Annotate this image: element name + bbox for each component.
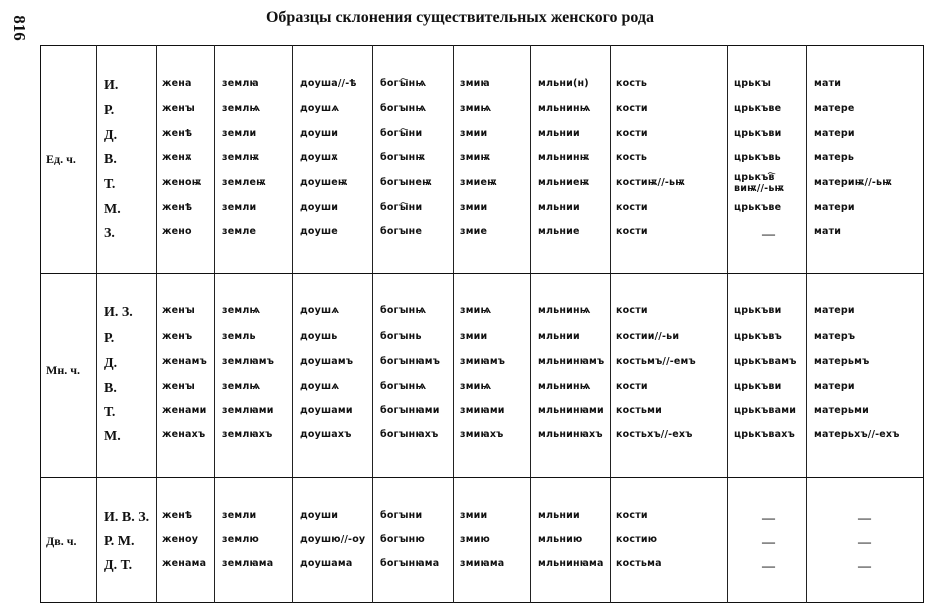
declension-form: доушами — [300, 405, 353, 416]
declension-form: земли — [222, 128, 257, 139]
declension-form: кость — [616, 78, 648, 89]
case-label: Р. — [104, 331, 115, 346]
declension-form: доушѧ — [300, 103, 340, 114]
declension-form: мльнинꙗми — [538, 405, 604, 416]
case-label: В. — [104, 152, 117, 167]
declension-form: женоѭ — [162, 177, 202, 188]
declension-form: богꙑнꙗмъ — [380, 356, 441, 367]
declension-form: костьми — [616, 405, 662, 416]
declension-form: женахъ — [162, 429, 206, 440]
declension-form: доуши — [300, 128, 339, 139]
declension-form: землѩ — [222, 103, 261, 114]
declension-form: земли — [222, 510, 257, 521]
declension-form: женоу — [162, 534, 199, 545]
declension-form: кости — [616, 128, 648, 139]
declension-form: матери — [814, 305, 855, 316]
declension-form: доушю//-оу — [300, 534, 366, 545]
declension-form: црькъвами — [734, 405, 797, 416]
declension-form: богꙑнꙗма — [380, 558, 440, 569]
declension-form: материѭ//-ьѭ — [814, 177, 893, 188]
declension-form: женѣ — [162, 128, 193, 139]
declension-form: мльнию — [538, 534, 583, 545]
declension-form: женама — [162, 558, 207, 569]
declension-form: мати — [814, 78, 842, 89]
empty-cell-dash: — — [762, 534, 775, 549]
declension-form: костьхъ//-ехъ — [616, 429, 693, 440]
declension-form: мльнинѩ — [538, 103, 591, 114]
declension-form: доуши — [300, 510, 339, 521]
declension-form: богꙑню — [380, 534, 425, 545]
declension-form: мльниеѭ — [538, 177, 590, 188]
declension-form: землѩ — [222, 305, 261, 316]
declension-form: богꙑне — [380, 226, 423, 237]
case-label: Д. — [104, 128, 118, 143]
column-divider — [96, 45, 97, 603]
declension-form: женꙑ — [162, 103, 196, 114]
declension-form: змиѩ — [460, 103, 492, 114]
declension-form: богꙑнѩ — [380, 381, 427, 392]
declension-form: змиꙗми — [460, 405, 505, 416]
declension-form: богꙑнь — [380, 331, 422, 342]
declension-form: виѭ//-ьѭ — [734, 183, 785, 194]
declension-form: богꙑнѩ — [380, 103, 427, 114]
declension-form: змиꙗхъ — [460, 429, 504, 440]
declension-form: землѩ — [222, 381, 261, 392]
declension-form: богꙑнеѭ — [380, 177, 432, 188]
declension-form: змиѩ — [460, 381, 492, 392]
section-divider — [40, 273, 924, 274]
declension-form: мльнинꙗмъ — [538, 356, 605, 367]
case-label: М. — [104, 202, 121, 217]
declension-form: землꙗмъ — [222, 356, 275, 367]
declension-form: кости — [616, 103, 648, 114]
declension-form: матерь — [814, 152, 855, 163]
empty-cell-dash: — — [762, 510, 775, 525]
declension-form: костьма — [616, 558, 662, 569]
declension-form: мльнии — [538, 510, 580, 521]
declension-form: змии — [460, 128, 488, 139]
declension-form: землеѭ — [222, 177, 266, 188]
declension-form: богꙑни — [380, 510, 423, 521]
column-divider — [453, 45, 454, 603]
declension-form: мльнинѩ — [538, 381, 591, 392]
declension-form: матерьмъ — [814, 356, 870, 367]
section-divider — [40, 477, 924, 478]
declension-form: доушѧ — [300, 381, 340, 392]
declension-form: матерьми — [814, 405, 869, 416]
declension-form: женѣ — [162, 202, 193, 213]
number-label: Ед. ч. — [46, 152, 76, 166]
declension-form: мати — [814, 226, 842, 237]
declension-form: мльнинѩ — [538, 305, 591, 316]
declension-form: богꙑ҇ни — [380, 202, 423, 213]
declension-form: црькъвамъ — [734, 356, 797, 367]
declension-form: змию — [460, 534, 490, 545]
declension-form: црькъвахъ — [734, 429, 795, 440]
declension-form: црькъви — [734, 305, 782, 316]
declension-form: мльнинꙗхъ — [538, 429, 603, 440]
declension-form: землꙗ — [222, 78, 259, 89]
declension-form: змиѭ — [460, 152, 491, 163]
column-divider — [530, 45, 531, 603]
declension-form: мльнии — [538, 331, 580, 342]
declension-form: црькъвь — [734, 152, 781, 163]
declension-form: змии — [460, 510, 488, 521]
declension-form: доуши — [300, 202, 339, 213]
case-label: Т. — [104, 405, 116, 420]
declension-form: костию — [616, 534, 658, 545]
declension-form: змии — [460, 331, 488, 342]
declension-form: црькъве — [734, 202, 782, 213]
declension-form: землꙗми — [222, 405, 274, 416]
declension-form: црькъвъ — [734, 331, 782, 342]
declension-form: доушѫ — [300, 152, 339, 163]
declension-form: црькъви — [734, 128, 782, 139]
declension-form: змиѩ — [460, 305, 492, 316]
case-label: И. В. З. — [104, 510, 150, 525]
declension-form: богꙑнꙗми — [380, 405, 440, 416]
case-label: Р. М. — [104, 534, 135, 549]
empty-cell-dash: — — [762, 558, 775, 573]
column-divider — [727, 45, 728, 603]
declension-form: доуше — [300, 226, 338, 237]
empty-cell-dash: — — [858, 534, 871, 549]
declension-form: женꙑ — [162, 305, 196, 316]
declension-form: землю — [222, 534, 259, 545]
declension-form: земль — [222, 331, 256, 342]
declension-form: женꙑ — [162, 381, 196, 392]
page-number: 816 — [10, 15, 29, 41]
declension-form: црькъв҇ — [734, 172, 775, 183]
declension-form: земле — [222, 226, 257, 237]
declension-form: землꙗхъ — [222, 429, 273, 440]
declension-form: костьмъ//-емъ — [616, 356, 696, 367]
declension-form: змиеѭ — [460, 177, 497, 188]
declension-form: доушама — [300, 558, 353, 569]
declension-form: богꙑнꙗхъ — [380, 429, 439, 440]
declension-form: доушеѭ — [300, 177, 348, 188]
declension-form: змие — [460, 226, 488, 237]
declension-form: мльние — [538, 226, 580, 237]
number-label: Мн. ч. — [46, 363, 81, 377]
declension-form: доушь — [300, 331, 338, 342]
case-label: В. — [104, 381, 117, 396]
declension-form: кости — [616, 226, 648, 237]
declension-form: богꙑнѭ — [380, 152, 426, 163]
declension-form: кость — [616, 152, 648, 163]
declension-form: црькъви — [734, 381, 782, 392]
declension-form: црькꙑ — [734, 78, 772, 89]
declension-form: матере — [814, 103, 855, 114]
declension-form: жена — [162, 78, 192, 89]
case-label: М. — [104, 429, 121, 444]
declension-form: змии — [460, 202, 488, 213]
declension-form: мльнинꙗма — [538, 558, 604, 569]
declension-form: кости — [616, 381, 648, 392]
declension-form: доушѧ — [300, 305, 340, 316]
declension-form: земли — [222, 202, 257, 213]
declension-form: богꙑ҇нѩ — [380, 78, 427, 89]
declension-form: женѣ — [162, 510, 193, 521]
empty-cell-dash: — — [762, 226, 775, 241]
declension-form: костии//-ьи — [616, 331, 680, 342]
declension-form: женъ — [162, 331, 193, 342]
column-divider — [214, 45, 215, 603]
declension-form: матери — [814, 202, 855, 213]
column-divider — [610, 45, 611, 603]
case-label: Д. — [104, 356, 118, 371]
declension-form: богꙑнѩ — [380, 305, 427, 316]
column-divider — [292, 45, 293, 603]
declension-form: женами — [162, 405, 207, 416]
declension-form: землѭ — [222, 152, 260, 163]
table-title: Образцы склонения существительных женского рода — [265, 9, 655, 26]
declension-form: змиꙗ — [460, 78, 490, 89]
declension-form: мльнинѭ — [538, 152, 590, 163]
declension-form: костиѭ//-ьѭ — [616, 177, 685, 188]
declension-form: женѫ — [162, 152, 192, 163]
declension-form: жено — [162, 226, 192, 237]
declension-form: матери — [814, 381, 855, 392]
number-label: Дв. ч. — [46, 534, 77, 548]
declension-form: женамъ — [162, 356, 207, 367]
declension-form: матерьхъ//-ехъ — [814, 429, 900, 440]
declension-form: кости — [616, 510, 648, 521]
case-label: И. З. — [104, 305, 133, 320]
empty-cell-dash: — — [858, 510, 871, 525]
declension-form: змиꙗма — [460, 558, 505, 569]
declension-form: мльни(н) — [538, 78, 589, 89]
column-divider — [806, 45, 807, 603]
declension-form: доуша//-ѣ — [300, 78, 357, 89]
declension-form: доушахъ — [300, 429, 352, 440]
declension-form: змиꙗмъ — [460, 356, 506, 367]
case-label: Д. Т. — [104, 558, 133, 573]
declension-form: мльнии — [538, 128, 580, 139]
case-label: З. — [104, 226, 115, 241]
case-label: Т. — [104, 177, 116, 192]
declension-form: кости — [616, 305, 648, 316]
declension-form: матеръ — [814, 331, 856, 342]
declension-form: землꙗма — [222, 558, 274, 569]
declension-form: црькъве — [734, 103, 782, 114]
declension-form: мльнии — [538, 202, 580, 213]
column-divider — [156, 45, 157, 603]
declension-form: богꙑ҇ни — [380, 128, 423, 139]
case-label: Р. — [104, 103, 115, 118]
column-divider — [372, 45, 373, 603]
empty-cell-dash: — — [858, 558, 871, 573]
case-label: И. — [104, 78, 119, 93]
declension-form: матери — [814, 128, 855, 139]
declension-form: доушамъ — [300, 356, 354, 367]
declension-form: кости — [616, 202, 648, 213]
